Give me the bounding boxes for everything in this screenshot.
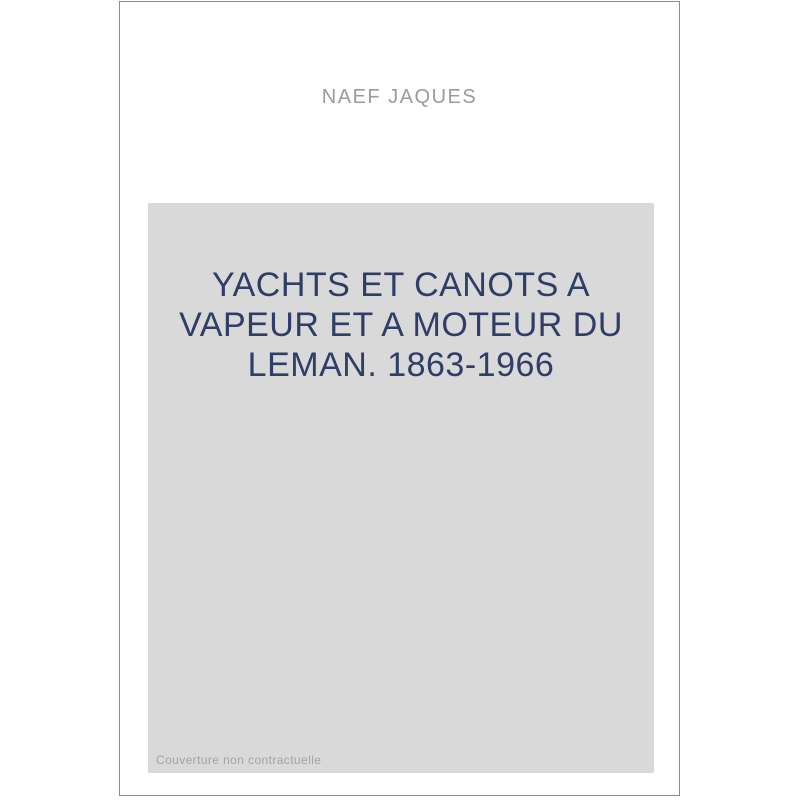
book-title-line-2: VAPEUR ET A MOTEUR DU: [179, 306, 623, 344]
book-cover-page: [119, 1, 680, 796]
cover-disclaimer: Couverture non contractuelle: [156, 753, 322, 767]
book-title: [148, 265, 654, 385]
book-title-line-1: YACHTS ET CANOTS A: [211, 266, 591, 304]
author-name: NAEF JAQUES: [321, 86, 478, 108]
book-title-line-3: LEMAN. 1863-1966: [247, 346, 555, 384]
cover-image-placeholder: [148, 203, 654, 773]
